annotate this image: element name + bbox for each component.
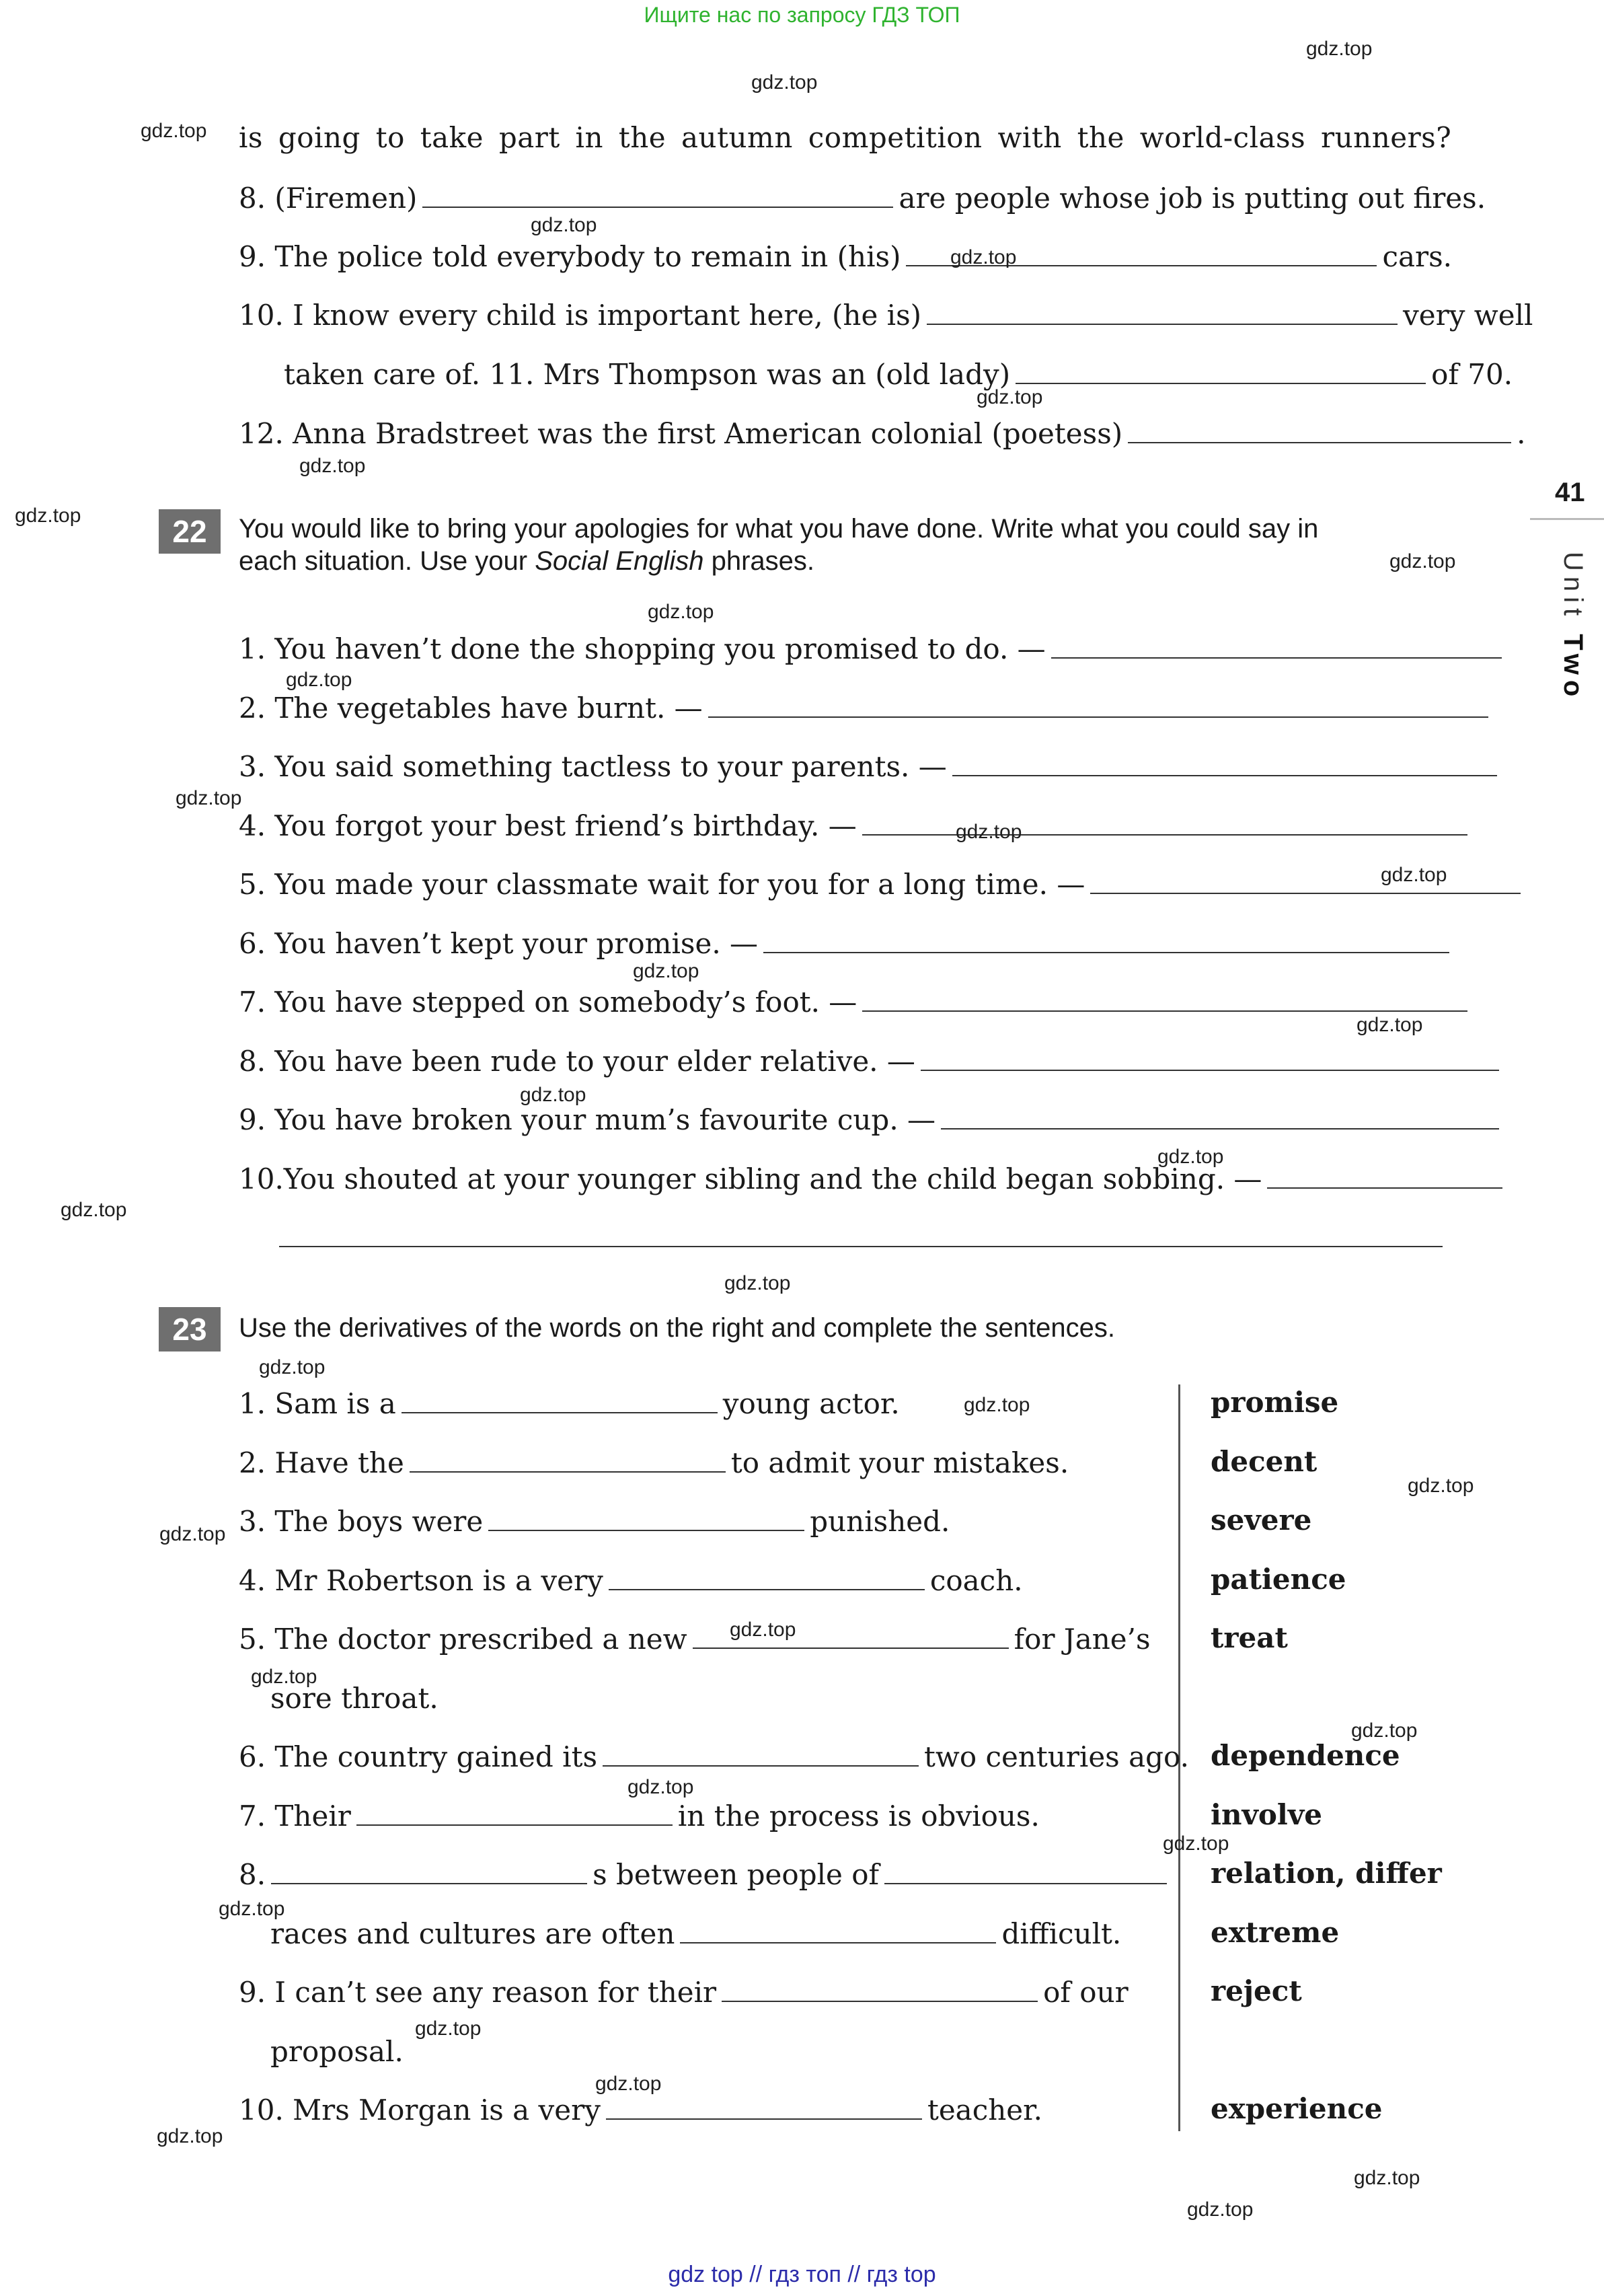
answer-blank[interactable] — [722, 2000, 1038, 2002]
ex23-text: 9. I can’t see any reason for their — [239, 1976, 717, 2009]
answer-blank[interactable] — [708, 716, 1488, 718]
ex22-item-text: 7. You have stepped on somebody’s foot. — — [239, 986, 857, 1019]
ex21-item-12 — [239, 417, 1526, 450]
root-word: dependence — [1211, 1739, 1400, 1772]
answer-blank[interactable] — [862, 1010, 1467, 1012]
watermark: gdz.top — [157, 2125, 223, 2147]
watermark: gdz.top — [1381, 864, 1447, 886]
ex23-item-9-cont: proposal. — [270, 2035, 404, 2068]
ex22-item-1 — [239, 632, 1507, 665]
top-banner[interactable]: Ищите нас по запросу ГДЗ ТОП — [644, 3, 960, 27]
answer-blank[interactable] — [921, 1069, 1499, 1071]
answer-blank[interactable] — [927, 323, 1398, 325]
exercise-23-instruction: Use the derivatives of the words on the right and complete the sentences. — [239, 1313, 1115, 1343]
watermark: gdz.top — [1408, 1475, 1474, 1497]
ex21-item-8-rest: are people whose job is putting out fires. — [899, 182, 1486, 215]
ex22-item-10 — [239, 1162, 1508, 1195]
ex23-item-10 — [239, 2094, 1042, 2126]
root-word: severe — [1211, 1504, 1312, 1536]
exercise-23-number: 23 — [159, 1307, 221, 1351]
ex22-item-text: 1. You haven’t done the shopping you promised to do. — — [239, 632, 1046, 665]
answer-blank[interactable] — [603, 1765, 919, 1767]
watermark: gdz.top — [299, 455, 366, 477]
ex22-item-4 — [239, 809, 1473, 842]
ex23-text: young actor. — [722, 1387, 900, 1420]
root-word: patience — [1211, 1563, 1346, 1596]
watermark: gdz.top — [1389, 550, 1456, 572]
watermark: gdz.top — [1357, 1014, 1423, 1036]
answer-blank[interactable] — [402, 1411, 718, 1413]
answer-blank[interactable] — [1267, 1187, 1502, 1189]
ex22-item-text: 5. You made your classmate wait for you for a long time. — — [239, 868, 1085, 901]
answer-blank[interactable] — [763, 951, 1449, 953]
root-word: decent — [1211, 1445, 1317, 1478]
instr-italic: Social English — [535, 546, 704, 576]
ex22-item-7 — [239, 986, 1473, 1019]
ex22-item-5 — [239, 868, 1526, 901]
watermark: gdz.top — [627, 1776, 694, 1798]
answer-blank[interactable] — [884, 1882, 1167, 1884]
watermark: gdz.top — [1306, 38, 1373, 60]
answer-blank[interactable] — [693, 1647, 1009, 1649]
ex21-item-12-prompt: 12. Anna Bradstreet was the first American colonial (poetess) — [239, 417, 1123, 450]
watermark: gdz.top — [15, 505, 81, 527]
watermark: gdz.top — [176, 787, 242, 809]
ex23-item-5 — [239, 1623, 1151, 1656]
ex23-text: 10. Mrs Morgan is a very — [239, 2094, 601, 2126]
watermark: gdz.top — [1354, 2167, 1420, 2189]
answer-blank[interactable] — [356, 1824, 673, 1826]
answer-blank[interactable] — [1051, 657, 1502, 659]
watermark: gdz.top — [648, 601, 714, 623]
watermark: gdz.top — [415, 2017, 482, 2040]
root-word: experience — [1211, 2092, 1383, 2125]
ex22-item-6 — [239, 927, 1455, 960]
ex22-item-text: 9. You have broken your mum’s favourite cup. — — [239, 1103, 936, 1136]
instr-part: phrases. — [703, 546, 815, 576]
ex23-text: 5. The doctor prescribed a new — [239, 1623, 687, 1656]
ex23-text: of our — [1043, 1976, 1129, 2009]
exercise-22-number: 22 — [159, 509, 221, 554]
ex21-item-9-prompt: 9. The police told everybody to remain in (his) — [239, 240, 901, 273]
answer-blank[interactable] — [410, 1471, 726, 1473]
answer-blank[interactable] — [271, 1882, 587, 1884]
watermark: gdz.top — [61, 1199, 127, 1221]
ex21-item-10 — [239, 299, 1533, 332]
answer-blank[interactable] — [1016, 382, 1426, 384]
watermark: gdz.top — [159, 1523, 226, 1545]
answer-blank[interactable] — [422, 206, 893, 208]
ex23-text: 1. Sam is a — [239, 1387, 396, 1420]
root-word: treat — [1211, 1621, 1288, 1654]
watermark: gdz.top — [956, 821, 1022, 843]
ex21-item-12-rest: . — [1517, 417, 1526, 450]
answer-blank[interactable] — [1128, 441, 1511, 443]
ex23-item-7 — [239, 1800, 1040, 1832]
ex21-item-10-prompt: 10. I know every child is important here, (he is) — [239, 299, 922, 332]
watermark: gdz.top — [730, 1619, 796, 1641]
ex23-item-1 — [239, 1387, 900, 1420]
watermark: gdz.top — [950, 246, 1017, 268]
page-number: 41 — [1555, 478, 1585, 507]
ex23-text: 2. Have the — [239, 1446, 404, 1479]
ex21-line-7-tail: is going to take part in the autumn competition with the world-class runners? — [239, 121, 1452, 154]
root-word: reject — [1211, 1974, 1302, 2007]
ex22-item-text: 2. The vegetables have burnt. — — [239, 692, 703, 725]
ex22-item-text: 3. You said something tactless to your parents. — — [239, 750, 947, 783]
answer-blank[interactable] — [862, 834, 1467, 836]
ex23-text: 8. — [239, 1858, 266, 1891]
ex23-text: punished. — [810, 1505, 950, 1538]
ex23-text: difficult. — [1001, 1917, 1122, 1950]
exercise-22-instruction-line-2 — [239, 545, 1318, 577]
exercise-22-instruction-line-1: You would like to bring your apologies for what you have done. Write what you could say in — [239, 514, 1319, 544]
ex21-item-11-prompt: taken care of. 11. Mrs Thompson was an (old lady) — [284, 358, 1011, 391]
ex23-text: races and cultures are often — [270, 1917, 675, 1950]
watermark: gdz.top — [633, 960, 699, 982]
ex22-item-3 — [239, 750, 1502, 783]
ex23-text: 7. Their — [239, 1800, 351, 1832]
answer-blank[interactable] — [606, 2118, 922, 2120]
ex23-text: coach. — [929, 1564, 1023, 1597]
ex23-item-8-cont — [270, 1917, 1121, 1950]
ex23-item-4 — [239, 1564, 1023, 1597]
watermark: gdz.top — [724, 1272, 791, 1294]
watermark: gdz.top — [251, 1666, 317, 1688]
ex22-item-9 — [239, 1103, 1504, 1136]
ex23-item-3 — [239, 1505, 950, 1538]
ex22-item-2 — [239, 692, 1494, 725]
ex21-item-9-rest: cars. — [1382, 240, 1453, 273]
instr-part: each situation. Use your — [239, 546, 535, 576]
ex21-item-8-prompt: 8. (Firemen) — [239, 182, 418, 215]
watermark: gdz.top — [977, 386, 1043, 408]
ex23-text: for Jane’s — [1014, 1623, 1151, 1656]
answer-blank[interactable] — [488, 1529, 804, 1531]
answer-blank-continuation[interactable] — [279, 1246, 1443, 1247]
ex21-item-8 — [239, 182, 1486, 215]
answer-blank[interactable] — [1090, 892, 1521, 894]
watermark: gdz.top — [1163, 1832, 1229, 1855]
watermark: gdz.top — [1157, 1146, 1224, 1168]
ex21-item-10-rest: very well — [1403, 299, 1533, 332]
ex23-item-2 — [239, 1446, 1069, 1479]
ex22-item-text: 8. You have been rude to your elder relative. — — [239, 1045, 915, 1078]
watermark: gdz.top — [259, 1356, 326, 1378]
ex23-text: s between people of — [593, 1858, 880, 1891]
watermark: gdz.top — [1187, 2198, 1254, 2221]
watermark: gdz.top — [286, 669, 352, 691]
ex23-text: 3. The boys were — [239, 1505, 484, 1538]
root-word: involve — [1211, 1798, 1322, 1831]
ex22-item-text: 4. You forgot your best friend’s birthday. — — [239, 809, 857, 842]
ex23-text: 4. Mr Robertson is a very — [239, 1564, 603, 1597]
unit-label-word: Two — [1558, 634, 1588, 702]
watermark: gdz.top — [595, 2073, 662, 2095]
ex23-text: two centuries ago. — [924, 1740, 1189, 1773]
ex23-text: 6. The country gained its — [239, 1740, 597, 1773]
page-number-rule — [1530, 518, 1604, 520]
ex22-item-8 — [239, 1045, 1504, 1078]
answer-blank[interactable] — [941, 1127, 1499, 1130]
ex23-item-8 — [239, 1858, 1172, 1891]
watermark: gdz.top — [531, 214, 597, 236]
ex22-item-text: 6. You haven’t kept your promise. — — [239, 927, 759, 960]
watermark: gdz.top — [141, 120, 207, 142]
watermark: gdz.top — [219, 1898, 285, 1920]
root-word: relation, differ — [1211, 1857, 1442, 1890]
unit-label-prefix: Unit — [1558, 552, 1588, 634]
watermark: gdz.top — [964, 1394, 1030, 1416]
unit-label — [1558, 552, 1588, 702]
ex23-item-9 — [239, 1976, 1129, 2009]
ex23-text: in the process is obvious. — [677, 1800, 1040, 1832]
ex21-item-11 — [284, 358, 1513, 391]
ex23-text: teacher. — [927, 2094, 1042, 2126]
root-word: promise — [1211, 1386, 1339, 1419]
root-word: extreme — [1211, 1916, 1340, 1949]
watermark: gdz.top — [751, 71, 818, 94]
ex22-item-text: 10.You shouted at your younger sibling and the child began sobbing. — — [239, 1162, 1262, 1195]
ex21-item-9 — [239, 240, 1452, 273]
bottom-banner[interactable]: gdz top // гдз топ // гдз top — [668, 2262, 936, 2287]
answer-blank[interactable] — [609, 1588, 925, 1590]
ex21-item-11-rest: of 70. — [1431, 358, 1513, 391]
ex23-item-6 — [239, 1740, 1189, 1773]
watermark: gdz.top — [520, 1084, 586, 1106]
answer-blank[interactable] — [680, 1941, 996, 1943]
ex23-text: to admit your mistakes. — [730, 1446, 1069, 1479]
answer-blank[interactable] — [952, 774, 1497, 776]
ex23-item-5-cont: sore throat. — [270, 1682, 438, 1715]
watermark: gdz.top — [1351, 1719, 1418, 1742]
exercise-22-instruction — [239, 513, 1318, 577]
